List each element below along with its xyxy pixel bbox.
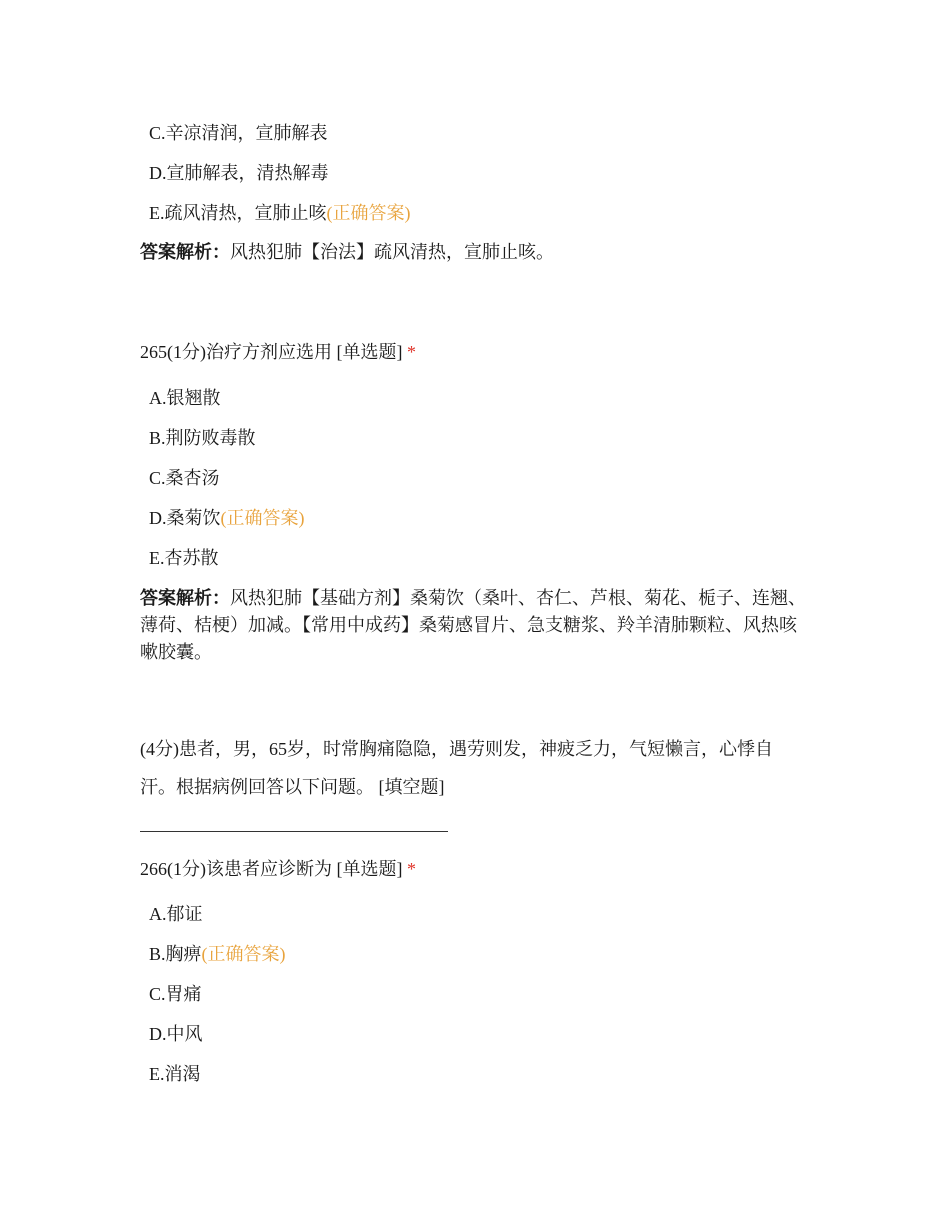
option-d[interactable] bbox=[149, 506, 305, 530]
correct-answer-mark: (正确答案) bbox=[326, 203, 411, 223]
option-label: E.疏风清热，宣肺止咳 bbox=[149, 203, 327, 223]
required-mark: * bbox=[406, 342, 416, 362]
option-label: D.宣肺解表，清热解毒 bbox=[149, 163, 329, 183]
option-label: A.郁证 bbox=[149, 904, 203, 924]
question-title-266 bbox=[140, 857, 416, 881]
question-title-265 bbox=[140, 340, 416, 364]
option-label: B.荆防败毒散 bbox=[149, 428, 256, 448]
option-label: D.桑菊饮 bbox=[149, 508, 221, 528]
fill-blank-line[interactable] bbox=[140, 831, 448, 832]
question-text: 266(1分)该患者应诊断为 [单选题] bbox=[140, 859, 403, 879]
option-c[interactable] bbox=[149, 982, 202, 1006]
analysis-text: 风热犯肺【基础方剂】桑菊饮（桑叶、杏仁、芦根、菊花、栀子、连翘、薄荷、桔梗）加减。【常用中成药】桑菊感冒片、急支糖浆、羚羊清肺颗粒、风热咳嗽胶囊。 bbox=[140, 588, 806, 662]
option-b[interactable] bbox=[149, 426, 256, 450]
analysis-label: 答案解析： bbox=[140, 242, 230, 262]
option-label: D.中风 bbox=[149, 1024, 203, 1044]
option-c[interactable] bbox=[149, 466, 220, 490]
option-b[interactable] bbox=[149, 942, 286, 966]
analysis-label: 答案解析： bbox=[140, 588, 230, 608]
option-label: A.银翘散 bbox=[149, 388, 221, 408]
option-c[interactable] bbox=[149, 121, 328, 145]
option-e[interactable] bbox=[149, 1062, 201, 1086]
answer-analysis bbox=[140, 239, 808, 266]
option-d[interactable] bbox=[149, 1022, 203, 1046]
correct-answer-mark: (正确答案) bbox=[201, 944, 286, 964]
correct-answer-mark: (正确答案) bbox=[220, 508, 305, 528]
option-label: C.辛凉清润，宣肺解表 bbox=[149, 123, 328, 143]
option-a[interactable] bbox=[149, 386, 221, 410]
answer-analysis bbox=[140, 585, 808, 666]
option-label: C.桑杏汤 bbox=[149, 468, 220, 488]
option-label: B.胸痹 bbox=[149, 944, 202, 964]
required-mark: * bbox=[406, 859, 416, 879]
question-text: 265(1分)治疗方剂应选用 [单选题] bbox=[140, 342, 403, 362]
option-d[interactable] bbox=[149, 161, 329, 185]
option-label: C.胃痛 bbox=[149, 984, 202, 1004]
option-e[interactable] bbox=[149, 546, 219, 570]
analysis-text: 风热犯肺【治法】疏风清热，宣肺止咳。 bbox=[230, 242, 554, 262]
case-stem bbox=[140, 730, 808, 806]
option-a[interactable] bbox=[149, 902, 203, 926]
case-stem-text: (4分)患者，男，65岁，时常胸痛隐隐，遇劳则发，神疲乏力，气短懒言，心悸自汗。根据病例回答以下问题。 [填空题] bbox=[140, 739, 773, 797]
option-label: E.消渴 bbox=[149, 1064, 201, 1084]
option-e[interactable] bbox=[149, 201, 411, 225]
option-label: E.杏苏散 bbox=[149, 548, 219, 568]
